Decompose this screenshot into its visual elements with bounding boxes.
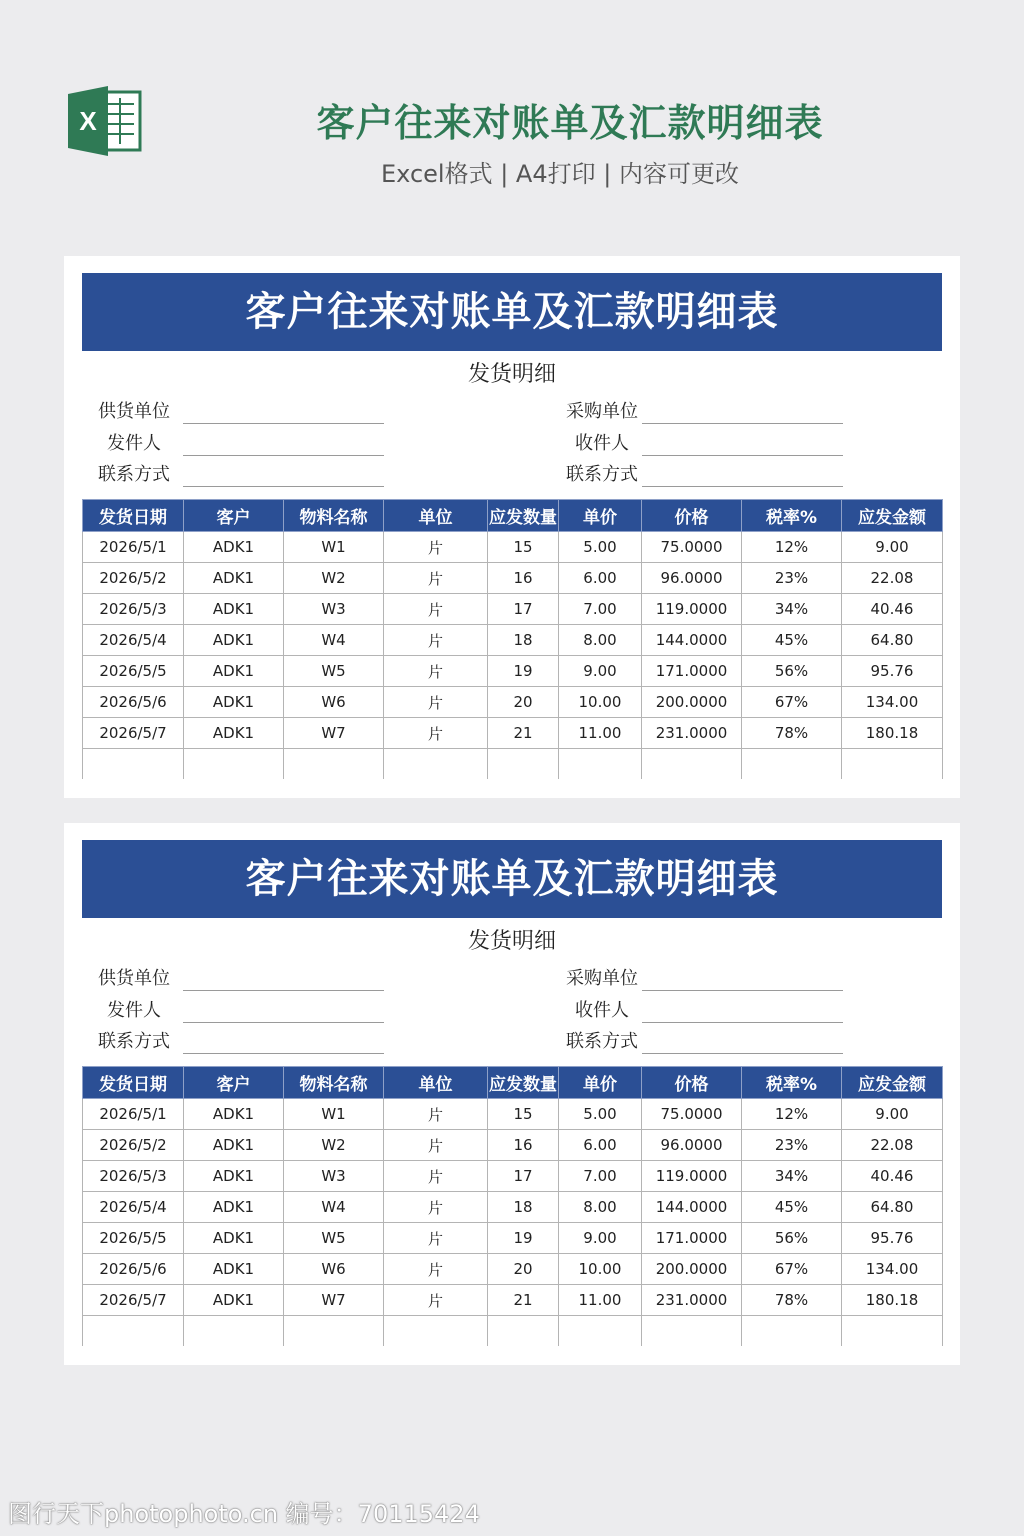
svg-text:X: X bbox=[79, 106, 97, 136]
table-cell[interactable]: 119.0000 bbox=[642, 1161, 742, 1192]
table-cell[interactable] bbox=[83, 1316, 184, 1347]
table-cell[interactable]: 9.00 bbox=[559, 656, 642, 687]
column-header: 单价 bbox=[559, 500, 642, 532]
table-cell[interactable]: 17 bbox=[488, 594, 559, 625]
table-cell[interactable]: ADK1 bbox=[184, 1254, 284, 1285]
page-title: 客户往来对账单及汇款明细表 bbox=[316, 101, 824, 145]
table-row bbox=[83, 656, 943, 687]
table-cell[interactable]: 45% bbox=[742, 1192, 842, 1223]
table-cell[interactable]: 6.00 bbox=[559, 563, 642, 594]
table-cell[interactable]: 75.0000 bbox=[642, 1099, 742, 1130]
table-cell[interactable]: 9.00 bbox=[842, 1099, 943, 1130]
table-cell[interactable]: 78% bbox=[742, 718, 842, 749]
field-input-line[interactable] bbox=[183, 1053, 384, 1054]
column-header: 应发金额 bbox=[842, 1067, 943, 1099]
table-cell[interactable]: 18 bbox=[488, 625, 559, 656]
field-label: 收件人 bbox=[575, 1000, 629, 1021]
excel-logo-icon bbox=[68, 86, 144, 156]
table-cell[interactable]: ADK1 bbox=[184, 594, 284, 625]
table-row bbox=[83, 625, 943, 656]
field-input-line[interactable] bbox=[642, 990, 843, 991]
table-cell[interactable]: ADK1 bbox=[184, 1192, 284, 1223]
table-cell[interactable]: 15 bbox=[488, 1099, 559, 1130]
table-cell[interactable]: W5 bbox=[284, 656, 384, 687]
table-cell[interactable]: 180.18 bbox=[842, 1285, 943, 1316]
column-header: 客户 bbox=[184, 500, 284, 532]
column-header: 应发金额 bbox=[842, 500, 943, 532]
field-label: 联系方式 bbox=[566, 464, 638, 485]
table-cell[interactable]: 9.00 bbox=[842, 532, 943, 563]
table-cell[interactable]: 10.00 bbox=[559, 1254, 642, 1285]
table-cell[interactable]: ADK1 bbox=[184, 656, 284, 687]
field-label: 发件人 bbox=[107, 1000, 161, 1021]
table-cell[interactable]: 11.00 bbox=[559, 1285, 642, 1316]
table-cell[interactable]: 2026/5/2 bbox=[83, 563, 184, 594]
table-row bbox=[83, 687, 943, 718]
table-cell[interactable]: 34% bbox=[742, 594, 842, 625]
table-cell[interactable]: ADK1 bbox=[184, 1130, 284, 1161]
sheet-banner: 客户往来对账单及汇款明细表 bbox=[82, 273, 942, 351]
table-cell[interactable]: W7 bbox=[284, 1285, 384, 1316]
table-cell[interactable]: 2026/5/7 bbox=[83, 718, 184, 749]
table-row bbox=[83, 749, 943, 780]
field-input-line[interactable] bbox=[183, 455, 384, 456]
column-header: 发货日期 bbox=[83, 500, 184, 532]
table-row bbox=[83, 1254, 943, 1285]
table-cell[interactable]: ADK1 bbox=[184, 625, 284, 656]
column-header: 单价 bbox=[559, 1067, 642, 1099]
table-cell[interactable]: 21 bbox=[488, 1285, 559, 1316]
table-cell[interactable] bbox=[842, 1316, 943, 1347]
table-header-row bbox=[83, 500, 943, 532]
table-cell[interactable]: W1 bbox=[284, 1099, 384, 1130]
column-header: 物料名称 bbox=[284, 1067, 384, 1099]
table-cell[interactable] bbox=[384, 1316, 488, 1347]
shipment-table bbox=[82, 1066, 943, 1346]
table-cell[interactable]: 2026/5/5 bbox=[83, 1223, 184, 1254]
table-cell[interactable]: 23% bbox=[742, 1130, 842, 1161]
table-cell[interactable]: 2026/5/1 bbox=[83, 532, 184, 563]
field-input-line[interactable] bbox=[642, 1022, 843, 1023]
table-cell[interactable]: 23% bbox=[742, 563, 842, 594]
table-cell[interactable]: 2026/5/1 bbox=[83, 1099, 184, 1130]
table-cell[interactable]: 8.00 bbox=[559, 625, 642, 656]
table-cell[interactable]: 64.80 bbox=[842, 625, 943, 656]
table-cell[interactable]: W1 bbox=[284, 532, 384, 563]
table-cell[interactable]: 200.0000 bbox=[642, 1254, 742, 1285]
sheet-banner: 客户往来对账单及汇款明细表 bbox=[82, 840, 942, 918]
table-cell[interactable]: 200.0000 bbox=[642, 687, 742, 718]
table-cell[interactable]: ADK1 bbox=[184, 563, 284, 594]
table-cell[interactable] bbox=[184, 749, 284, 780]
table-cell[interactable]: 5.00 bbox=[559, 532, 642, 563]
table-cell[interactable]: 67% bbox=[742, 687, 842, 718]
sheet-card bbox=[64, 823, 960, 1365]
table-row bbox=[83, 1285, 943, 1316]
table-cell[interactable]: 2026/5/5 bbox=[83, 656, 184, 687]
field-label: 联系方式 bbox=[98, 464, 170, 485]
table-cell[interactable]: ADK1 bbox=[184, 1285, 284, 1316]
table-cell[interactable]: W6 bbox=[284, 687, 384, 718]
table-cell[interactable]: 6.00 bbox=[559, 1130, 642, 1161]
table-cell[interactable]: 78% bbox=[742, 1285, 842, 1316]
table-cell[interactable]: 22.08 bbox=[842, 563, 943, 594]
table-row bbox=[83, 718, 943, 749]
table-cell[interactable]: 2026/5/6 bbox=[83, 1254, 184, 1285]
field-input-line[interactable] bbox=[183, 990, 384, 991]
table-cell[interactable]: W2 bbox=[284, 1130, 384, 1161]
table-cell[interactable]: ADK1 bbox=[184, 1099, 284, 1130]
table-row bbox=[83, 1316, 943, 1347]
table-cell[interactable]: 片 bbox=[384, 1192, 488, 1223]
table-cell[interactable]: 171.0000 bbox=[642, 1223, 742, 1254]
table-cell[interactable]: 67% bbox=[742, 1254, 842, 1285]
table-cell[interactable]: 20 bbox=[488, 687, 559, 718]
field-label: 采购单位 bbox=[566, 401, 638, 422]
table-cell[interactable]: 片 bbox=[384, 532, 488, 563]
sheet-card bbox=[64, 256, 960, 798]
table-cell[interactable] bbox=[559, 1316, 642, 1347]
table-cell[interactable]: 2026/5/7 bbox=[83, 1285, 184, 1316]
table-cell[interactable]: 片 bbox=[384, 1130, 488, 1161]
table-row bbox=[83, 1223, 943, 1254]
table-cell[interactable]: W5 bbox=[284, 1223, 384, 1254]
table-cell[interactable]: 片 bbox=[384, 1254, 488, 1285]
table-cell[interactable]: W6 bbox=[284, 1254, 384, 1285]
column-header: 物料名称 bbox=[284, 500, 384, 532]
table-cell[interactable]: 2026/5/3 bbox=[83, 594, 184, 625]
table-cell[interactable]: 2026/5/4 bbox=[83, 625, 184, 656]
table-cell[interactable]: 片 bbox=[384, 594, 488, 625]
field-input-line[interactable] bbox=[642, 455, 843, 456]
table-cell[interactable]: W4 bbox=[284, 625, 384, 656]
table-cell[interactable]: ADK1 bbox=[184, 687, 284, 718]
table-cell[interactable]: 片 bbox=[384, 625, 488, 656]
column-header: 税率% bbox=[742, 1067, 842, 1099]
field-input-line[interactable] bbox=[642, 1053, 843, 1054]
field-label: 收件人 bbox=[575, 433, 629, 454]
table-cell[interactable]: 20 bbox=[488, 1254, 559, 1285]
table-cell[interactable]: ADK1 bbox=[184, 1223, 284, 1254]
field-input-line[interactable] bbox=[183, 423, 384, 424]
table-cell[interactable]: 231.0000 bbox=[642, 1285, 742, 1316]
table-cell[interactable]: ADK1 bbox=[184, 1161, 284, 1192]
table-cell[interactable]: 95.76 bbox=[842, 1223, 943, 1254]
column-header: 客户 bbox=[184, 1067, 284, 1099]
table-cell[interactable]: 11.00 bbox=[559, 718, 642, 749]
table-cell[interactable]: 134.00 bbox=[842, 687, 943, 718]
table-cell[interactable]: 16 bbox=[488, 1130, 559, 1161]
table-cell[interactable]: W4 bbox=[284, 1192, 384, 1223]
shipment-table bbox=[82, 499, 943, 779]
table-cell[interactable] bbox=[642, 1316, 742, 1347]
page-header bbox=[0, 0, 1024, 240]
table-cell[interactable]: 2026/5/4 bbox=[83, 1192, 184, 1223]
table-cell[interactable]: 16 bbox=[488, 563, 559, 594]
table-cell[interactable]: 片 bbox=[384, 1161, 488, 1192]
table-cell[interactable] bbox=[284, 1316, 384, 1347]
column-header: 应发数量 bbox=[488, 500, 559, 532]
column-header: 税率% bbox=[742, 500, 842, 532]
table-cell[interactable]: 40.46 bbox=[842, 594, 943, 625]
table-cell[interactable]: W2 bbox=[284, 563, 384, 594]
table-cell[interactable]: 5.00 bbox=[559, 1099, 642, 1130]
table-cell[interactable]: W3 bbox=[284, 1161, 384, 1192]
field-input-line[interactable] bbox=[183, 1022, 384, 1023]
table-cell[interactable]: 片 bbox=[384, 656, 488, 687]
table-cell[interactable]: 12% bbox=[742, 1099, 842, 1130]
table-row bbox=[83, 1099, 943, 1130]
table-cell[interactable] bbox=[559, 749, 642, 780]
section-title: 发货明细 bbox=[467, 362, 556, 387]
table-cell[interactable]: 片 bbox=[384, 1099, 488, 1130]
table-cell[interactable]: 22.08 bbox=[842, 1130, 943, 1161]
field-label: 联系方式 bbox=[98, 1031, 170, 1052]
table-cell[interactable]: 2026/5/3 bbox=[83, 1161, 184, 1192]
table-cell[interactable] bbox=[742, 749, 842, 780]
field-input-line[interactable] bbox=[642, 423, 843, 424]
table-cell[interactable]: 19 bbox=[488, 1223, 559, 1254]
table-cell[interactable]: 21 bbox=[488, 718, 559, 749]
column-header: 单位 bbox=[384, 1067, 488, 1099]
table-cell[interactable]: 144.0000 bbox=[642, 1192, 742, 1223]
field-label: 采购单位 bbox=[566, 968, 638, 989]
field-label: 供货单位 bbox=[98, 401, 170, 422]
table-row bbox=[83, 1130, 943, 1161]
field-input-line[interactable] bbox=[183, 486, 384, 487]
table-cell[interactable]: 7.00 bbox=[559, 594, 642, 625]
column-header: 价格 bbox=[642, 1067, 742, 1099]
table-cell[interactable] bbox=[83, 749, 184, 780]
table-cell[interactable] bbox=[488, 749, 559, 780]
table-cell[interactable]: W7 bbox=[284, 718, 384, 749]
table-cell[interactable] bbox=[284, 749, 384, 780]
table-header-row bbox=[83, 1067, 943, 1099]
field-input-line[interactable] bbox=[642, 486, 843, 487]
table-cell[interactable]: 56% bbox=[742, 656, 842, 687]
table-cell[interactable] bbox=[184, 1316, 284, 1347]
table-cell[interactable] bbox=[488, 1316, 559, 1347]
table-cell[interactable]: 96.0000 bbox=[642, 1130, 742, 1161]
table-cell[interactable]: 17 bbox=[488, 1161, 559, 1192]
field-label: 发件人 bbox=[107, 433, 161, 454]
table-cell[interactable] bbox=[842, 749, 943, 780]
table-cell[interactable]: 8.00 bbox=[559, 1192, 642, 1223]
table-cell[interactable]: 56% bbox=[742, 1223, 842, 1254]
watermark: 图行天下photophoto.cn 编号：70115424 bbox=[8, 1500, 480, 1528]
table-cell[interactable]: 片 bbox=[384, 563, 488, 594]
table-row bbox=[83, 594, 943, 625]
table-cell[interactable]: 19 bbox=[488, 656, 559, 687]
table-cell[interactable] bbox=[742, 1316, 842, 1347]
table-cell[interactable] bbox=[642, 749, 742, 780]
table-cell[interactable]: 119.0000 bbox=[642, 594, 742, 625]
table-cell[interactable]: 10.00 bbox=[559, 687, 642, 718]
table-row bbox=[83, 563, 943, 594]
table-cell[interactable]: 144.0000 bbox=[642, 625, 742, 656]
column-header: 单位 bbox=[384, 500, 488, 532]
table-cell[interactable]: 片 bbox=[384, 718, 488, 749]
table-cell[interactable]: 45% bbox=[742, 625, 842, 656]
section-title: 发货明细 bbox=[467, 929, 556, 954]
table-row bbox=[83, 1192, 943, 1223]
table-cell[interactable]: 171.0000 bbox=[642, 656, 742, 687]
table-cell[interactable]: 40.46 bbox=[842, 1161, 943, 1192]
field-label: 联系方式 bbox=[566, 1031, 638, 1052]
table-cell[interactable]: 34% bbox=[742, 1161, 842, 1192]
column-header: 发货日期 bbox=[83, 1067, 184, 1099]
column-header: 价格 bbox=[642, 500, 742, 532]
table-row bbox=[83, 532, 943, 563]
table-cell[interactable]: ADK1 bbox=[184, 718, 284, 749]
table-cell[interactable]: 2026/5/6 bbox=[83, 687, 184, 718]
table-cell[interactable]: 片 bbox=[384, 1223, 488, 1254]
table-cell[interactable]: 96.0000 bbox=[642, 563, 742, 594]
table-row bbox=[83, 1161, 943, 1192]
table-cell[interactable]: 15 bbox=[488, 532, 559, 563]
table-cell[interactable]: 片 bbox=[384, 1285, 488, 1316]
table-cell[interactable]: 12% bbox=[742, 532, 842, 563]
table-cell[interactable]: 231.0000 bbox=[642, 718, 742, 749]
table-cell[interactable]: 18 bbox=[488, 1192, 559, 1223]
table-cell[interactable]: 134.00 bbox=[842, 1254, 943, 1285]
column-header: 应发数量 bbox=[488, 1067, 559, 1099]
table-cell[interactable]: 180.18 bbox=[842, 718, 943, 749]
table-cell[interactable]: W3 bbox=[284, 594, 384, 625]
table-cell[interactable]: 片 bbox=[384, 687, 488, 718]
table-cell[interactable]: 2026/5/2 bbox=[83, 1130, 184, 1161]
table-cell[interactable]: 9.00 bbox=[559, 1223, 642, 1254]
field-label: 供货单位 bbox=[98, 968, 170, 989]
page-subtitle: Excel格式 | A4打印 | 内容可更改 bbox=[381, 160, 739, 188]
table-cell[interactable] bbox=[384, 749, 488, 780]
table-cell[interactable]: 7.00 bbox=[559, 1161, 642, 1192]
table-cell[interactable]: ADK1 bbox=[184, 532, 284, 563]
table-cell[interactable]: 75.0000 bbox=[642, 532, 742, 563]
table-cell[interactable]: 64.80 bbox=[842, 1192, 943, 1223]
table-cell[interactable]: 95.76 bbox=[842, 656, 943, 687]
